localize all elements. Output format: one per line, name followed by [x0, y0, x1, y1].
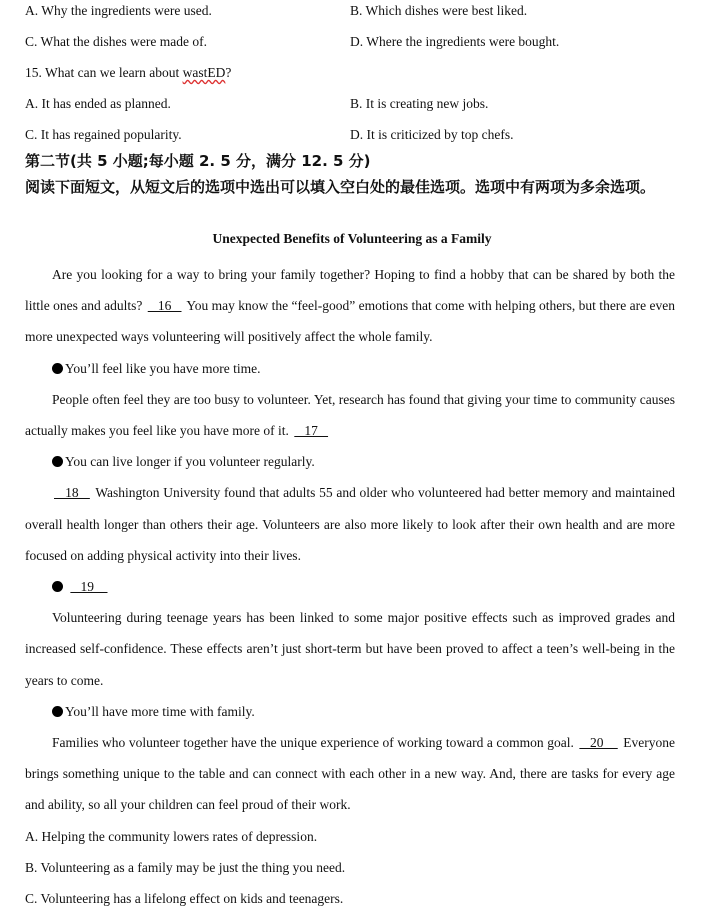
- paragraph-2: [25, 384, 675, 446]
- q15-option-d: D. It is criticized by top chefs.: [350, 127, 514, 142]
- blank-20: 20: [579, 735, 618, 751]
- q15-stem-word: wastED: [182, 65, 226, 80]
- blank-16: 16: [147, 298, 182, 314]
- bullet-icon: [52, 706, 63, 717]
- q15-option-a: A. It has ended as planned.: [25, 96, 171, 111]
- q15-stem: [25, 63, 685, 83]
- answer-option-b: B. Volunteering as a family may be just the thing you need.: [25, 859, 346, 875]
- q15-option-b: B. It is creating new jobs.: [350, 96, 489, 111]
- p5-text-b: Everyone brings something unique to the table and can connect with each other in a new way. And, there are tasks for every age and ability, so all your children can feel proud of their work.: [25, 735, 676, 813]
- bullet-icon: [52, 456, 63, 467]
- subheading-1: [25, 353, 675, 384]
- q15-stem-suffix: ?: [225, 65, 232, 80]
- passage-title: Unexpected Benefits of Volunteering as a Family: [212, 231, 492, 246]
- q14-option-a: A. Why the ingredients were used.: [25, 3, 212, 18]
- paragraph-1: [25, 259, 675, 353]
- subheading-4: [25, 696, 675, 727]
- q14-option-b: B. Which dishes were best liked.: [350, 3, 528, 18]
- q15-options-row-2: [25, 125, 685, 145]
- q14-options-row-1: [25, 1, 685, 21]
- q14-option-c: C. What the dishes were made of.: [25, 34, 207, 49]
- section-heading: 第二节(共 5 小题;每小题 2. 5 分，满分 12. 5 分): [25, 152, 371, 170]
- p1-text-b: You may know the “feel-good” emotions that come with helping others, but there are even more unexpected ways volunteering will positively affect the whole family.: [25, 298, 676, 345]
- bullet-icon: [52, 581, 63, 592]
- subheading-3: [25, 571, 675, 602]
- blank-17: 17: [294, 423, 329, 439]
- answer-option-a: A. Helping the community lowers rates of depression.: [25, 828, 318, 844]
- subheading-2-text: You can live longer if you volunteer regularly.: [65, 454, 315, 470]
- section-instruction: 阅读下面短文，从短文后的选项中选出可以填入空白处的最佳选项。选项中有两项为多余选项。: [25, 178, 656, 196]
- p2-text: People often feel they are too busy to volunteer. Yet, research has found that giving your time to community causes actually makes you feel like you have more of it.: [25, 391, 675, 439]
- q15-option-c: C. It has regained popularity.: [25, 127, 182, 142]
- answer-option-c: C. Volunteering has a lifelong effect on kids and teenagers.: [25, 891, 344, 907]
- paragraph-4: Volunteering during teenage years has been linked to some major positive effects such as improved grades and increased self-confidence. These effects aren’t just short-term but have been proved to affect a teen’s well-being in the years to come.: [25, 610, 675, 688]
- paragraph-3: [25, 477, 675, 571]
- passage-body: [25, 259, 675, 914]
- paragraph-5: [25, 727, 675, 821]
- subheading-2: [25, 446, 675, 477]
- blank-18: 18: [54, 485, 90, 501]
- blank-19: 19: [70, 579, 108, 595]
- subheading-4-text: You’ll have more time with family.: [65, 703, 255, 719]
- q14-options-row-2: [25, 32, 685, 52]
- p1-text-a: Are you looking for a way to bring your family together? Hoping to find a hobby that can be shared by both the little ones and adults?: [25, 267, 675, 314]
- p5-text-a: Families who volunteer together have the unique experience of working toward a common goal.: [52, 735, 578, 751]
- q15-options-row-1: [25, 94, 685, 114]
- q15-stem-text: 15. What can we learn about: [25, 65, 183, 80]
- subheading-1-text: You’ll feel like you have more time.: [65, 360, 261, 376]
- p3-text: Washington University found that adults 55 and older who volunteered had better memory and maintained overall health longer than others their age. Volunteers are also more likely to look after their own health and are more focused on adding physical activity into their lives.: [25, 485, 676, 563]
- q14-option-d: D. Where the ingredients were bought.: [350, 34, 560, 49]
- bullet-icon: [52, 363, 63, 374]
